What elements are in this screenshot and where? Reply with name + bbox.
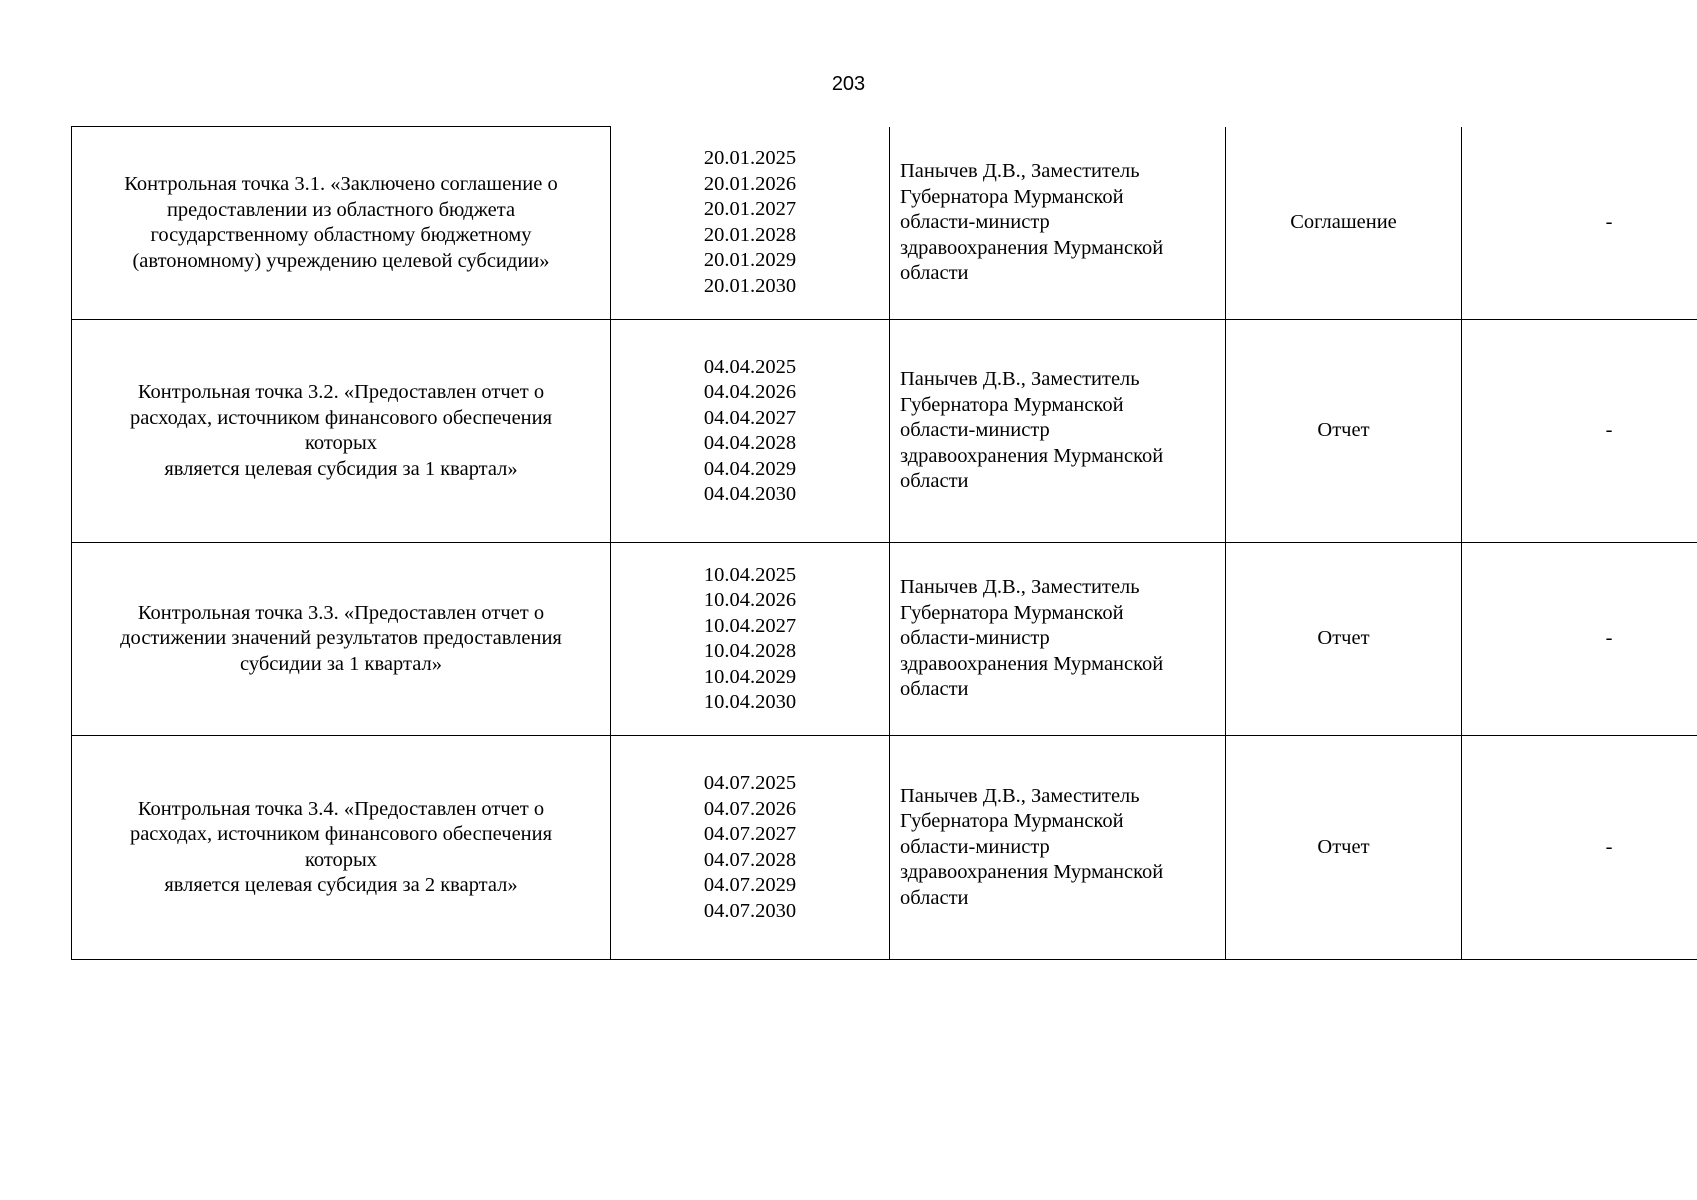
control-point-name-line: Контрольная точка 3.2. «Предоставлен отчет о [137,381,545,403]
responsible-line: Панычев Д.В., Заместитель [900,576,1140,599]
date-value: 04.04.2028 [703,432,797,454]
responsible-line: Губернатора Мурманской [900,393,1124,416]
control-point-name-line: расходах, источником финансового обеспечения [129,406,553,429]
date-value: 04.04.2029 [703,457,797,480]
responsible-line: здравоохранения Мурманской [900,861,1164,884]
date-value: 04.07.2029 [703,874,797,896]
table-body [72,127,1697,960]
responsible-cell [890,543,1226,736]
control-point-name-line: субсидии за 1 квартал» [240,652,442,675]
dates-cell [611,543,890,736]
extra-cell: - [1462,320,1697,543]
date-value: 10.04.2025 [703,563,797,586]
control-point-name-line: достижении значений результатов предоставления [120,627,562,650]
table-row [72,320,1697,543]
responsible-line: Панычев Д.В., Заместитель [900,784,1140,807]
responsible-line: здравоохранения Мурманской [900,236,1164,259]
control-point-name-line: предоставлении из областного бюджета [166,198,516,221]
responsible-line: Губернатора Мурманской [900,601,1124,624]
responsible-line: Панычев Д.В., Заместитель [900,368,1140,391]
control-point-name-line: (автономному) учреждению целевой субсидии» [132,249,550,272]
date-value: 20.01.2028 [703,223,797,246]
responsible-line: области [900,886,969,909]
control-point-name-line: которых [304,848,378,871]
document-type-cell: Отчет [1226,543,1462,736]
date-value: 04.04.2027 [703,406,797,429]
dates-cell [611,320,890,543]
table-row [72,127,1697,320]
responsible-line: Губернатора Мурманской [900,810,1124,833]
date-value: 04.04.2030 [703,483,797,505]
date-value: 04.07.2026 [703,797,797,820]
dates-cell [611,736,890,960]
date-value: 20.01.2025 [703,147,797,170]
table-row [72,543,1697,736]
date-value: 10.04.2027 [703,614,797,637]
responsible-line: области [900,678,969,701]
control-point-name-line: является целевая субсидия за 2 квартал» [164,874,518,896]
extra-cell: - [1462,543,1697,736]
date-value: 20.01.2027 [703,198,797,221]
responsible-line: здравоохранения Мурманской [900,652,1164,675]
date-value: 04.07.2027 [703,823,797,845]
date-value: 20.01.2030 [703,274,797,297]
responsible-line: Панычев Д.В., Заместитель [900,160,1140,182]
page-number: 203 [831,73,866,95]
control-point-name-line: является целевая субсидия за 1 квартал» [164,457,518,480]
control-points-table [71,126,1697,960]
responsible-line: области-министр [900,627,1050,650]
date-value: 04.07.2025 [703,772,797,794]
control-point-name-cell [72,127,611,320]
control-point-name-cell [72,320,611,543]
date-value: 10.04.2026 [703,589,797,611]
date-value: 04.07.2028 [703,848,797,871]
date-value: 20.01.2029 [703,249,797,272]
dates-cell [611,127,890,320]
document-type-cell: Отчет [1226,736,1462,960]
table-row [72,736,1697,960]
date-value: 10.04.2029 [703,665,797,688]
control-point-name-line: расходах, источником финансового обеспечения [129,823,553,845]
date-value: 20.01.2026 [703,172,797,195]
responsible-line: области-министр [900,419,1050,442]
date-value: 04.07.2030 [703,899,797,922]
document-type-cell: Соглашение [1226,127,1462,320]
control-point-name-line: государственному областному бюджетному [150,224,532,246]
control-point-name-line: Контрольная точка 3.1. «Заключено соглашение о [124,173,558,195]
date-value: 10.04.2030 [703,691,797,713]
control-point-name-line: которых [304,432,378,454]
control-point-name-line: Контрольная точка 3.3. «Предоставлен отчет о [137,601,545,624]
responsible-line: здравоохранения Мурманской [900,444,1164,467]
responsible-line: области-министр [900,211,1050,233]
responsible-cell [890,320,1226,543]
responsible-line: Губернатора Мурманской [900,185,1124,208]
responsible-line: области-министр [900,835,1050,858]
responsible-cell [890,127,1226,320]
extra-cell: - [1462,127,1697,320]
responsible-line: области [900,470,969,493]
date-value: 10.04.2028 [703,640,797,662]
control-point-name-line: Контрольная точка 3.4. «Предоставлен отчет о [137,797,545,820]
document-type-cell: Отчет [1226,320,1462,543]
responsible-line: области [900,262,969,284]
date-value: 04.04.2026 [703,381,797,403]
date-value: 04.04.2025 [703,355,797,378]
control-point-name-cell [72,736,611,960]
responsible-cell [890,736,1226,960]
control-point-name-cell [72,543,611,736]
extra-cell: - [1462,736,1697,960]
